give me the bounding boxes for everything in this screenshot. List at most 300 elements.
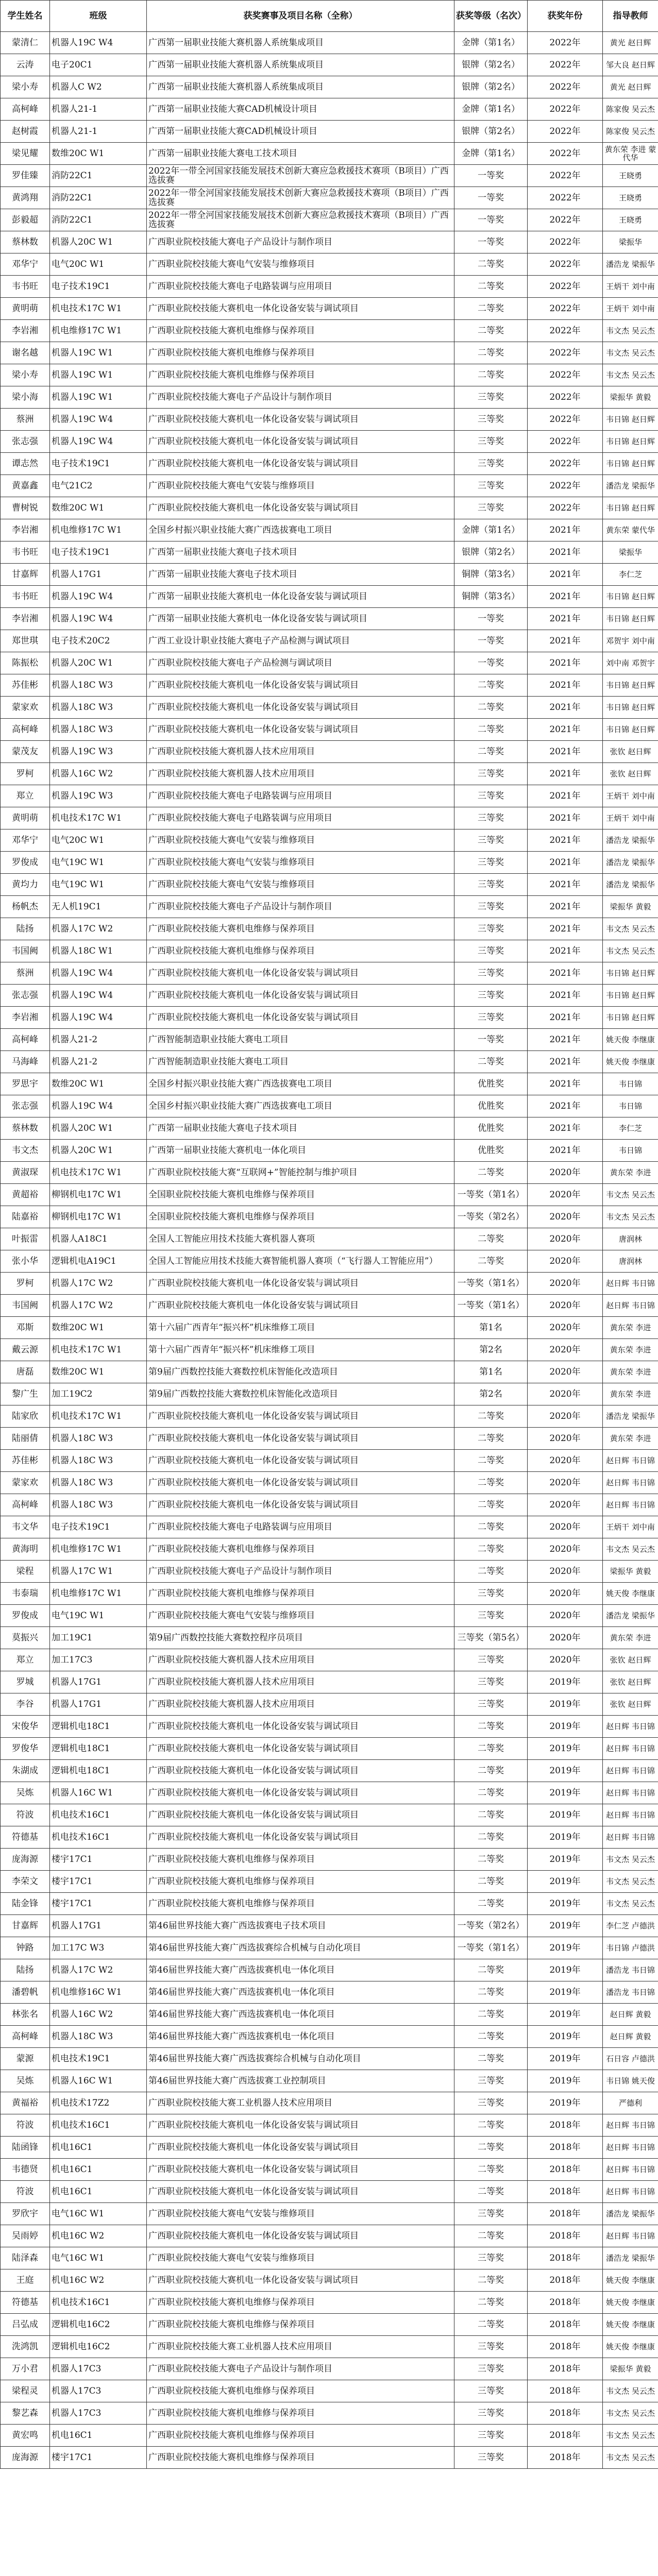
cell-class: 机器人19C W4	[50, 409, 147, 431]
table-row	[1, 1561, 658, 1583]
cell-year: 2018年	[528, 2292, 603, 2314]
cell-award-level: 二等奖	[454, 2114, 528, 2137]
cell-award-level: 三等奖	[454, 453, 528, 475]
cell-class: 消防22C1	[50, 209, 147, 231]
cell-class: 电气21C2	[50, 475, 147, 497]
cell-year: 2021年	[528, 896, 603, 918]
cell-year: 2020年	[528, 1538, 603, 1561]
table-row	[1, 386, 658, 409]
cell-year: 2021年	[528, 1140, 603, 1162]
table-row	[1, 2092, 658, 2114]
cell-student-name: 谭志然	[1, 453, 50, 475]
cell-teacher: 韦文杰 吴云杰	[603, 2447, 658, 2469]
cell-award-level: 三等奖	[454, 785, 528, 807]
cell-class: 数维20C W1	[50, 497, 147, 519]
cell-class: 机器人21-1	[50, 121, 147, 143]
cell-award-level: 三等奖	[454, 386, 528, 409]
cell-project: 全国乡村振兴职业技能大赛广西选拔赛电工项目	[147, 519, 454, 541]
cell-project: 广西职业院校技能大赛机电维修与保养项目	[147, 2380, 454, 2402]
table-row	[1, 1428, 658, 1450]
cell-teacher: 韦日锦 赵日辉	[603, 497, 658, 519]
cell-class: 机器人19C W1	[50, 386, 147, 409]
cell-class: 机器人19C W4	[50, 962, 147, 985]
cell-award-level: 三等奖	[454, 2092, 528, 2114]
cell-teacher: 张钦 赵日辉	[603, 763, 658, 785]
cell-award-level: 二等奖	[454, 1981, 528, 2004]
cell-teacher: 韦日锦 赵日辉	[603, 409, 658, 431]
cell-project: 广西职业院校技能大赛机电维修与保养项目	[147, 320, 454, 342]
table-row	[1, 320, 658, 342]
table-row	[1, 2181, 658, 2203]
cell-award-level: 三等奖	[454, 896, 528, 918]
cell-project: 广西职业院校技能大赛机电一体化设备安装与调试项目	[147, 1760, 454, 1782]
cell-teacher: 梁振华 黄毅	[603, 896, 658, 918]
cell-class: 数维20C W1	[50, 1073, 147, 1095]
cell-student-name: 罗佳臻	[1, 165, 50, 187]
cell-year: 2018年	[528, 2159, 603, 2181]
cell-year: 2022年	[528, 98, 603, 121]
cell-teacher: 姚天俊 李继康	[603, 2336, 658, 2358]
cell-year: 2020年	[528, 1273, 603, 1295]
cell-student-name: 唐磊	[1, 1361, 50, 1383]
cell-student-name: 黄明萌	[1, 807, 50, 829]
cell-student-name: 甘嘉辉	[1, 1915, 50, 1937]
cell-class: 机器人18C W3	[50, 1450, 147, 1472]
cell-class: 加工17C3	[50, 1649, 147, 1671]
cell-student-name: 陈振松	[1, 652, 50, 674]
cell-project: 广西职业院校技能大赛电气安装与维修项目	[147, 829, 454, 852]
cell-student-name: 张小华	[1, 1250, 50, 1273]
cell-class: 消防22C1	[50, 165, 147, 187]
cell-teacher: 赵日辉 韦日锦	[603, 1450, 658, 1472]
cell-year: 2022年	[528, 209, 603, 231]
cell-year: 2022年	[528, 253, 603, 276]
cell-year: 2018年	[528, 2402, 603, 2425]
cell-award-level: 三等奖	[454, 940, 528, 962]
cell-project: 广西职业院校技能大赛机器人技术应用项目	[147, 1671, 454, 1693]
cell-student-name: 黄嘉鑫	[1, 475, 50, 497]
cell-award-level: 二等奖	[454, 2159, 528, 2181]
cell-teacher: 姚天俊 李继康	[603, 1583, 658, 1605]
cell-project: 全国人工智能应用技术技能大赛机器人赛项	[147, 1228, 454, 1250]
cell-project: 全国乡村振兴职业技能大赛广西选拔赛电工项目	[147, 1073, 454, 1095]
cell-award-level: 二等奖	[454, 342, 528, 364]
cell-year: 2020年	[528, 1317, 603, 1339]
cell-year: 2018年	[528, 2358, 603, 2380]
cell-student-name: 苏佳彬	[1, 1450, 50, 1472]
cell-project: 广西第一届职业技能大赛电工技术项目	[147, 143, 454, 165]
cell-project: 广西职业院校技能大赛机器人技术应用项目	[147, 763, 454, 785]
cell-award-level: 一等奖	[454, 652, 528, 674]
cell-student-name: 陆扬	[1, 1959, 50, 1981]
cell-project: 第十六届广西青年“振兴杯”机床维修工项目	[147, 1317, 454, 1339]
cell-student-name: 黄宏鸣	[1, 2425, 50, 2447]
cell-project: 广西职业院校技能大赛机电一体化设备安装与调试项目	[147, 431, 454, 453]
cell-year: 2021年	[528, 586, 603, 608]
table-row	[1, 1383, 658, 1405]
table-row	[1, 586, 658, 608]
cell-project: 广西智能制造职业技能大赛电工项目	[147, 1051, 454, 1073]
table-row	[1, 918, 658, 940]
cell-student-name: 李岩湘	[1, 519, 50, 541]
cell-class: 机器人21-1	[50, 98, 147, 121]
cell-student-name: 韦文华	[1, 1516, 50, 1538]
cell-year: 2022年	[528, 76, 603, 98]
table-row	[1, 2159, 658, 2181]
table-row	[1, 1849, 658, 1871]
table-row	[1, 342, 658, 364]
cell-project: 广西职业院校技能大赛机电维修与保养项目	[147, 918, 454, 940]
cell-project: 广西第一届职业技能大赛电子技术项目	[147, 564, 454, 586]
cell-student-name: 王庭	[1, 2269, 50, 2292]
cell-award-level: 二等奖	[454, 2137, 528, 2159]
cell-project: 广西职业院校技能大赛电子产品检测与调试项目	[147, 652, 454, 674]
table-row	[1, 497, 658, 519]
cell-teacher: 韦日锦	[603, 1140, 658, 1162]
cell-project: 广西职业院校技能大赛电子电路装调与应用项目	[147, 276, 454, 298]
cell-year: 2020年	[528, 1383, 603, 1405]
cell-year: 2020年	[528, 1450, 603, 1472]
cell-teacher: 张钦 赵日辉	[603, 1649, 658, 1671]
cell-project: 广西第一届职业技能大赛机电一体化设备安装与调试项目	[147, 608, 454, 630]
cell-year: 2020年	[528, 1162, 603, 1184]
cell-award-level: 三等奖	[454, 2203, 528, 2225]
cell-student-name: 罗思宇	[1, 1073, 50, 1095]
table-row	[1, 1782, 658, 1804]
cell-award-level: 二等奖	[454, 2292, 528, 2314]
cell-teacher: 张钦 赵日辉	[603, 1671, 658, 1693]
cell-project: 第46届世界技能大赛广西选拔赛电子技术项目	[147, 1915, 454, 1937]
cell-class: 机器人18C W3	[50, 1472, 147, 1494]
cell-award-level: 三等奖	[454, 962, 528, 985]
cell-teacher: 李仁芝	[603, 564, 658, 586]
cell-project: 第9届广西数控技能大赛数控机床智能化改造项目	[147, 1361, 454, 1383]
cell-project: 广西职业院校技能大赛机电一体化设备安装与调试项目	[147, 1295, 454, 1317]
cell-teacher: 韦日锦 赵日辉	[603, 674, 658, 697]
cell-class: 机电16C W2	[50, 2269, 147, 2292]
cell-class: 电子技术19C1	[50, 453, 147, 475]
cell-award-level: 三等奖	[454, 2070, 528, 2092]
cell-award-level: 一等奖（第1名）	[454, 1184, 528, 1206]
cell-year: 2021年	[528, 1029, 603, 1051]
cell-award-level: 三等奖	[454, 985, 528, 1007]
table-row	[1, 564, 658, 586]
cell-award-level: 一等奖（第2名）	[454, 1206, 528, 1228]
cell-class: 电子技术19C1	[50, 541, 147, 564]
cell-student-name: 蒙家欢	[1, 697, 50, 719]
cell-project: 广西职业院校技能大赛电气安装与维修项目	[147, 852, 454, 874]
cell-student-name: 黎艺森	[1, 2402, 50, 2425]
cell-award-level: 二等奖	[454, 1893, 528, 1915]
cell-teacher: 韦日锦 赵日辉	[603, 586, 658, 608]
cell-teacher: 赵日辉 韦日锦	[603, 2225, 658, 2247]
cell-award-level: 三等奖	[454, 1649, 528, 1671]
cell-award-level: 二等奖	[454, 1538, 528, 1561]
table-row	[1, 32, 658, 54]
cell-teacher: 赵日辉 韦日锦	[603, 1804, 658, 1826]
cell-year: 2019年	[528, 2004, 603, 2026]
cell-class: 机器人18C W3	[50, 719, 147, 741]
cell-teacher: 赵日辉 韦日锦	[603, 2159, 658, 2181]
cell-award-level: 三等奖	[454, 1671, 528, 1693]
cell-student-name: 吕弘成	[1, 2314, 50, 2336]
cell-project: 广西职业院校技能大赛机电一体化设备安装与调试项目	[147, 985, 454, 1007]
cell-student-name: 杨帆杰	[1, 896, 50, 918]
cell-teacher: 唐润林	[603, 1250, 658, 1273]
cell-award-level: 二等奖	[454, 2004, 528, 2026]
cell-year: 2018年	[528, 2181, 603, 2203]
cell-year: 2022年	[528, 475, 603, 497]
cell-award-level: 三等奖	[454, 1007, 528, 1029]
cell-award-level: 三等奖	[454, 829, 528, 852]
cell-project: 广西职业院校技能大赛机电一体化设备安装与调试项目	[147, 719, 454, 741]
cell-year: 2022年	[528, 143, 603, 165]
cell-project: 第46届世界技能大赛广西选拔赛机电一体化项目	[147, 1981, 454, 2004]
cell-teacher: 梁振华	[603, 231, 658, 253]
cell-year: 2019年	[528, 1893, 603, 1915]
cell-project: 全国职业院校技能大赛机电维修与保养项目	[147, 1184, 454, 1206]
header-year: 获奖年份	[528, 1, 603, 32]
cell-class: 机器人17G1	[50, 1671, 147, 1693]
cell-teacher: 黄东荣 李进	[603, 1627, 658, 1649]
cell-award-level: 三等奖	[454, 874, 528, 896]
cell-project: 广西职业院校技能大赛电子产品设计与制作项目	[147, 896, 454, 918]
cell-class: 楼宇17C1	[50, 1849, 147, 1871]
cell-award-level: 三等奖	[454, 2358, 528, 2380]
cell-class: 电气20C W1	[50, 253, 147, 276]
cell-award-level: 三等奖	[454, 409, 528, 431]
table-row	[1, 1760, 658, 1782]
cell-teacher: 唐润林	[603, 1228, 658, 1250]
cell-year: 2021年	[528, 785, 603, 807]
cell-award-level: 三等奖	[454, 852, 528, 874]
cell-award-level: 二等奖	[454, 276, 528, 298]
cell-award-level: 银牌（第2名）	[454, 54, 528, 76]
cell-year: 2019年	[528, 1804, 603, 1826]
cell-year: 2020年	[528, 1405, 603, 1428]
cell-year: 2019年	[528, 1826, 603, 1849]
cell-class: 机器人18C W1	[50, 940, 147, 962]
cell-teacher: 赵日辉 韦日锦	[603, 1295, 658, 1317]
cell-project: 广西职业院校技能大赛机电维修与保养项目	[147, 940, 454, 962]
cell-teacher: 陈家俊 吴云杰	[603, 121, 658, 143]
cell-project: 广西第一届职业技能大赛电子技术项目	[147, 541, 454, 564]
cell-year: 2018年	[528, 2336, 603, 2358]
cell-student-name: 曹树锐	[1, 497, 50, 519]
header-student-name: 学生姓名	[1, 1, 50, 32]
cell-class: 机器人19C W4	[50, 431, 147, 453]
cell-teacher: 石日容 卢德洪	[603, 2048, 658, 2070]
cell-year: 2020年	[528, 1494, 603, 1516]
cell-student-name: 陆金锋	[1, 1893, 50, 1915]
cell-teacher: 李仁芝 卢德洪	[603, 1915, 658, 1937]
cell-teacher: 王晓勇	[603, 209, 658, 231]
cell-year: 2019年	[528, 2048, 603, 2070]
cell-student-name: 梁小寿	[1, 76, 50, 98]
table-row	[1, 541, 658, 564]
cell-teacher: 韦日锦	[603, 1073, 658, 1095]
cell-student-name: 叶振雷	[1, 1228, 50, 1250]
cell-student-name: 郑立	[1, 1649, 50, 1671]
cell-year: 2021年	[528, 519, 603, 541]
cell-class: 楼宇17C1	[50, 2447, 147, 2469]
cell-award-level: 二等奖	[454, 1162, 528, 1184]
cell-award-level: 三等奖	[454, 1605, 528, 1627]
cell-year: 2018年	[528, 2247, 603, 2269]
table-row	[1, 54, 658, 76]
cell-project: 广西职业院校技能大赛电气安装与维修项目	[147, 1605, 454, 1627]
cell-year: 2020年	[528, 1206, 603, 1228]
cell-teacher: 赵日辉 韦日锦	[603, 1273, 658, 1295]
table-row	[1, 1295, 658, 1317]
cell-teacher: 潘浩龙 梁振华	[603, 2247, 658, 2269]
cell-award-level: 二等奖	[454, 1826, 528, 1849]
table-row	[1, 1029, 658, 1051]
cell-class: 无人机19C1	[50, 896, 147, 918]
cell-teacher: 黄东荣 李进	[603, 1383, 658, 1405]
cell-project: 广西职业院校技能大赛机电一体化设备安装与调试项目	[147, 2137, 454, 2159]
cell-project: 广西职业院校技能大赛电气安装与维修项目	[147, 253, 454, 276]
cell-teacher: 梁振华 黄毅	[603, 1561, 658, 1583]
cell-class: 机电技术17C W1	[50, 1162, 147, 1184]
table-body	[1, 32, 658, 2469]
cell-project: 广西智能制造职业技能大赛电工项目	[147, 1029, 454, 1051]
cell-teacher: 韦文杰 吴云杰	[603, 1538, 658, 1561]
cell-teacher: 王炳干 刘中南	[603, 276, 658, 298]
cell-project: 广西职业院校技能大赛机电一体化设备安装与调试项目	[147, 1494, 454, 1516]
cell-student-name: 梁见耀	[1, 143, 50, 165]
cell-year: 2022年	[528, 54, 603, 76]
cell-class: 电气19C W1	[50, 852, 147, 874]
cell-project: 广西职业院校技能大赛机器人技术应用项目	[147, 1649, 454, 1671]
cell-class: 电气19C W1	[50, 874, 147, 896]
table-row	[1, 253, 658, 276]
cell-project: 第46届世界技能大赛广西选拔赛机电一体化项目	[147, 1959, 454, 1981]
cell-year: 2021年	[528, 741, 603, 763]
table-row	[1, 2269, 658, 2292]
cell-student-name: 陆嘉裕	[1, 1206, 50, 1228]
table-row	[1, 1937, 658, 1959]
cell-award-level: 二等奖	[454, 1494, 528, 1516]
cell-teacher: 韦日锦 赵日辉	[603, 985, 658, 1007]
cell-award-level: 三等奖	[454, 918, 528, 940]
cell-award-level: 一等奖	[454, 165, 528, 187]
cell-award-level: 二等奖	[454, 320, 528, 342]
table-row	[1, 1339, 658, 1361]
cell-year: 2021年	[528, 564, 603, 586]
cell-student-name: 符波	[1, 2114, 50, 2137]
cell-student-name: 朱湖成	[1, 1760, 50, 1782]
cell-project: 广西职业院校技能大赛机电一体化设备安装与调试项目	[147, 298, 454, 320]
cell-student-name: 黄均力	[1, 874, 50, 896]
cell-year: 2021年	[528, 763, 603, 785]
cell-class: 机电16C1	[50, 2181, 147, 2203]
cell-award-level: 金牌（第1名）	[454, 98, 528, 121]
cell-student-name: 罗城	[1, 1671, 50, 1693]
cell-year: 2022年	[528, 342, 603, 364]
cell-class: 楼宇17C1	[50, 1871, 147, 1893]
cell-project: 广西职业院校技能大赛电气安装与维修项目	[147, 2203, 454, 2225]
cell-award-level: 二等奖	[454, 2048, 528, 2070]
cell-award-level: 二等奖	[454, 1782, 528, 1804]
cell-year: 2019年	[528, 1937, 603, 1959]
cell-teacher: 王晓勇	[603, 187, 658, 209]
table-row	[1, 187, 658, 209]
cell-project: 广西工业设计职业技能大赛电子产品检测与调试项目	[147, 630, 454, 652]
cell-student-name: 林张名	[1, 2004, 50, 2026]
cell-student-name: 韦德贤	[1, 2159, 50, 2181]
cell-year: 2022年	[528, 453, 603, 475]
cell-award-level: 二等奖	[454, 719, 528, 741]
cell-project: 广西职业院校技能大赛电子电路装调与应用项目	[147, 785, 454, 807]
cell-teacher: 黄东荣 李进	[603, 1317, 658, 1339]
cell-teacher: 刘中南 邓贺宇	[603, 652, 658, 674]
cell-class: 机电16C1	[50, 2425, 147, 2447]
header-teacher: 指导教师	[603, 1, 658, 32]
cell-class: 机器人18C W3	[50, 2026, 147, 2048]
cell-award-level: 三等奖	[454, 807, 528, 829]
cell-student-name: 陆丽倩	[1, 1428, 50, 1450]
cell-year: 2022年	[528, 121, 603, 143]
cell-class: 数维20C W1	[50, 1361, 147, 1383]
cell-year: 2018年	[528, 2225, 603, 2247]
cell-teacher: 黄东荣 李进	[603, 1428, 658, 1450]
cell-class: 消防22C1	[50, 187, 147, 209]
cell-student-name: 甘嘉辉	[1, 564, 50, 586]
cell-teacher: 黄东荣 李进	[603, 1361, 658, 1383]
cell-award-level: 第2名	[454, 1339, 528, 1361]
cell-award-level: 一等奖	[454, 231, 528, 253]
cell-student-name: 黄淑琛	[1, 1162, 50, 1184]
cell-teacher: 韦文杰 吴云杰	[603, 342, 658, 364]
cell-project: 广西职业院校技能大赛机电一体化设备安装与调试项目	[147, 697, 454, 719]
cell-project: 第46届世界技能大赛广西选拔赛机电一体化项目	[147, 2004, 454, 2026]
table-row	[1, 1450, 658, 1472]
table-row	[1, 697, 658, 719]
cell-class: 机器人16C W2	[50, 763, 147, 785]
cell-project: 2022年一带全河国家技能发展技术创新大赛应急救援技术赛项（B项目）广西选拔赛	[147, 209, 454, 231]
cell-year: 2019年	[528, 1693, 603, 1716]
cell-student-name: 黄明萌	[1, 298, 50, 320]
cell-project: 广西职业院校技能大赛机电一体化设备安装与调试项目	[147, 1273, 454, 1295]
cell-award-level: 一等奖（第1名）	[454, 1295, 528, 1317]
table-row	[1, 1605, 658, 1627]
cell-student-name: 李岩湘	[1, 1007, 50, 1029]
cell-award-level: 三等奖	[454, 497, 528, 519]
cell-teacher: 韦日锦 赵日辉	[603, 1007, 658, 1029]
cell-project: 广西职业院校技能大赛机电维修与保养项目	[147, 2402, 454, 2425]
cell-class: 加工17C W3	[50, 1937, 147, 1959]
table-row	[1, 1273, 658, 1295]
cell-teacher: 韦文杰 吴云杰	[603, 940, 658, 962]
cell-project: 广西第一届职业技能大赛机电一体化设备安装与调试项目	[147, 586, 454, 608]
cell-project: 广西职业院校技能大赛电子产品设计与制作项目	[147, 386, 454, 409]
cell-teacher: 赵日辉 韦日锦	[603, 1760, 658, 1782]
cell-student-name: 洗鸿凯	[1, 2336, 50, 2358]
cell-class: 机电技术16C1	[50, 2292, 147, 2314]
cell-year: 2021年	[528, 807, 603, 829]
cell-teacher: 赵日辉 韦日锦	[603, 1782, 658, 1804]
cell-year: 2020年	[528, 1339, 603, 1361]
cell-class: 机器人19C W4	[50, 985, 147, 1007]
cell-class: 机器人18C W3	[50, 674, 147, 697]
cell-year: 2022年	[528, 364, 603, 386]
cell-project: 2022年一带全河国家技能发展技术创新大赛应急救援技术赛项（B项目）广西选拔赛	[147, 187, 454, 209]
cell-project: 第46届世界技能大赛广西选拔赛综合机械与自动化项目	[147, 1937, 454, 1959]
cell-project: 广西职业院校技能大赛电气安装与维修项目	[147, 874, 454, 896]
cell-year: 2020年	[528, 1250, 603, 1273]
cell-teacher: 潘浩龙 韦日锦	[603, 1959, 658, 1981]
